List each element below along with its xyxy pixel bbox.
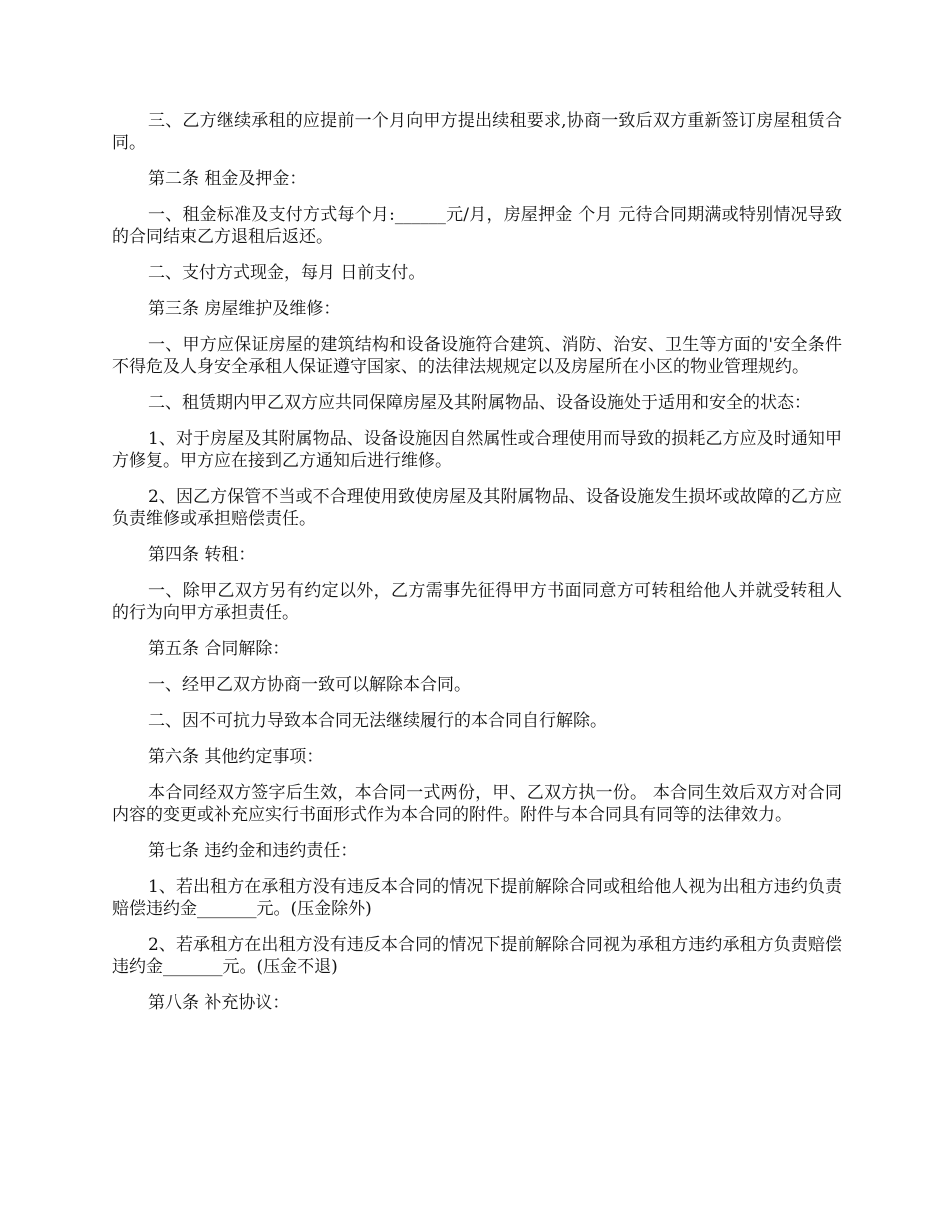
joint-maintenance-clause: 二、租赁期内甲乙双方应共同保障房屋及其附属物品、设备设施处于适用和安全的状态： [148,393,811,413]
article-8-heading: 第八条 补充协议： [148,993,290,1013]
article-4-heading: 第四条 转租： [148,545,256,565]
damage-liability-clause: 2、因乙方保管不当或不合理使用致使房屋及其附属物品、设备设施发生损坏或故障的乙方应负责维修或承担赔偿责任。 [112,487,842,529]
article-6-heading: 第六条 其他约定事项： [148,747,324,767]
article-5-heading: 第五条 合同解除： [148,639,290,659]
sublease-clause: 一、除甲乙双方另有约定以外，乙方需事先征得甲方书面同意方可转租给他人并就受转租人的行为向甲方承担责任。 [112,581,842,623]
article-2-heading: 第二条 租金及押金： [148,169,307,189]
clause-renewal: 三、乙方继续承租的应提前一个月向甲方提出续租要求,协商一致后双方重新签订房屋租赁合同。 [112,111,842,153]
article-7-heading: 第七条 违约金和违约责任： [148,841,358,861]
lessor-breach-clause: 1、若出租方在承租方没有违反本合同的情况下提前解除合同或租给他人视为出租方违约负责赔偿违约金_______元。(压金除外) [112,877,842,919]
force-majeure-clause: 二、因不可抗力导致本合同无法继续履行的本合同自行解除。 [148,711,607,731]
mutual-termination-clause: 一、经甲乙双方协商一致可以解除本合同。 [148,675,471,695]
article-3-heading: 第三条 房屋维护及维修： [148,299,341,319]
rent-standard-clause: 一、租金标准及支付方式每个月:______元/月，房屋押金 个月 元待合同期满或特别情况导致的合同结束乙方退租后返还。 [112,205,842,247]
document-body [112,110,842,1028]
lessee-breach-clause: 2、若承租方在出租方没有违反本合同的情况下提前解除合同视为承租方违约承租方负责赔偿违约金_______元。(压金不退) [112,935,842,977]
effectiveness-clause: 本合同经双方签字后生效，本合同一式两份，甲、乙双方执一份。 本合同生效后双方对合同内容的变更或补充应实行书面形式作为本合同的附件。附件与本合同具有同等的法律效力。 [112,783,842,825]
landlord-safety-clause: 一、甲方应保证房屋的建筑结构和设备设施符合建筑、消防、治安、卫生等方面的'安全条件不得危及人身安全承租人保证遵守国家、的法律法规规定以及房屋所在小区的物业管理规约。 [112,335,842,377]
payment-method-clause: 二、支付方式现金，每月 日前支付。 [148,263,426,283]
wear-repair-clause: 1、对于房屋及其附属物品、设备设施因自然属性或合理使用而导致的损耗乙方应及时通知甲方修复。甲方应在接到乙方通知后进行维修。 [112,429,842,471]
